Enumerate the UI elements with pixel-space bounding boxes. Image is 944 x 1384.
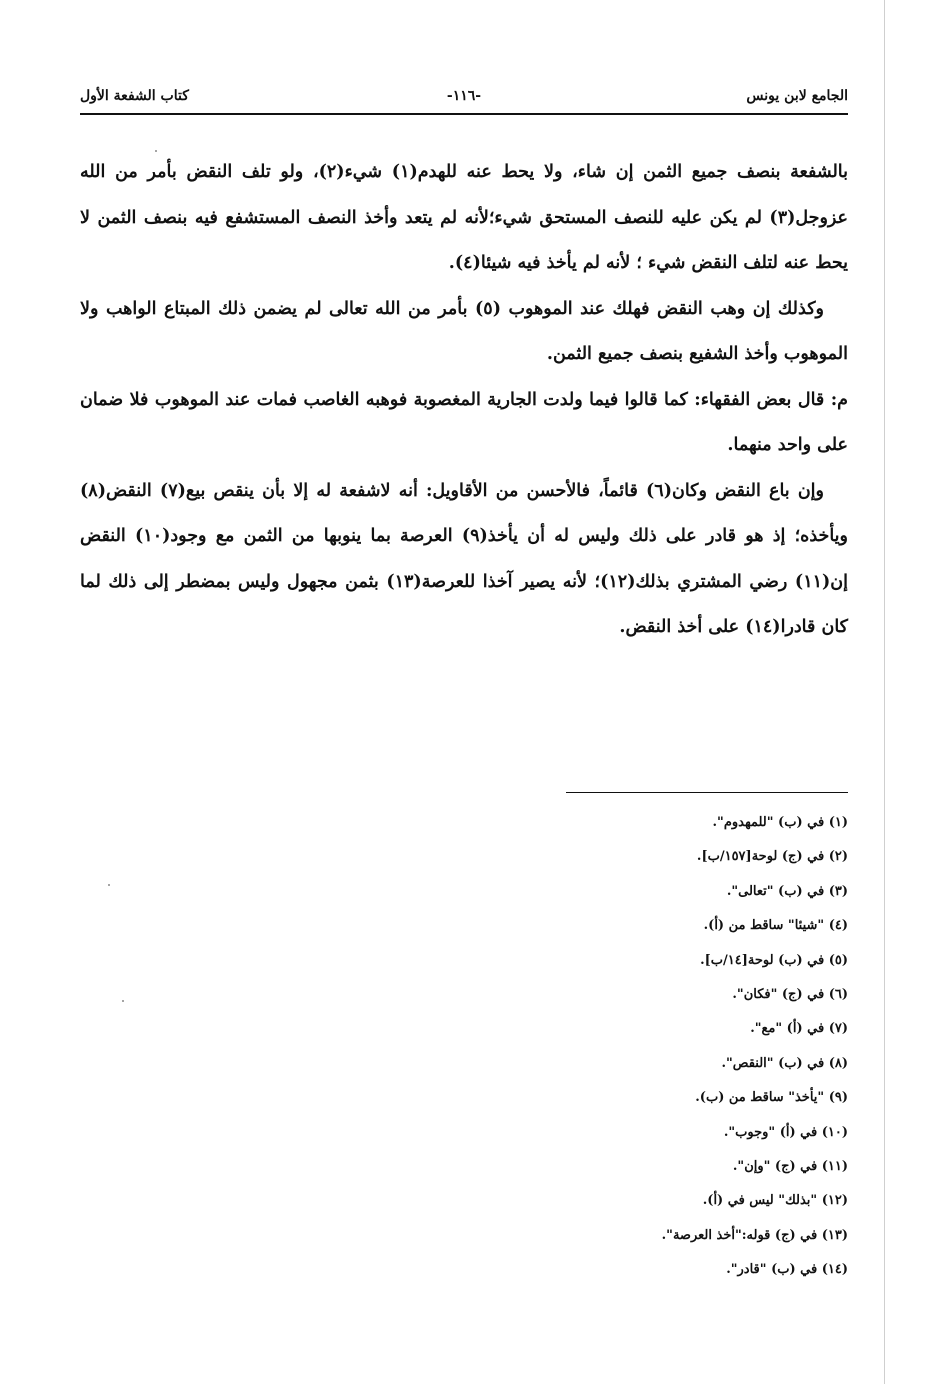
footnote: (١٢) "بذلك" ليس في (أ). bbox=[702, 1193, 848, 1209]
footnote: (٦) في (ج) "فكان". bbox=[732, 987, 848, 1003]
chapter-title: كتاب الشفعة الأول bbox=[80, 88, 189, 104]
footnote: (٧) في (أ) "مع". bbox=[750, 1021, 848, 1037]
page-number: -١١٦- bbox=[446, 88, 482, 104]
paragraph: وإن باع النقض وكان(٦) قائماً، فالأحسن من الأقاويل: أنه لاشفعة له إلا بأن ينقص بيع(٧) النقض(٨) ويأخذه؛ إذ هو قادر على ذلك وليس له أن يأخذ(٩) العرصة بما ينوبها من الثمن مع وجود(١٠) النقض إن(١١) رضي المشتري بذلك(١٢)؛ لأنه يصير آخذا للعرصة(١٣) بثمن مجهول وليس بمضطر إلى ذلك لما كان قادرا(١٤) على أخذ النقض. bbox=[80, 480, 848, 637]
running-header bbox=[80, 84, 848, 114]
paragraph: م: قال بعض الفقهاء: كما قالوا فيما ولدت الجارية المغصوبة فوهبه الغاصب فمات عند الموهوب فلا ضمان على واحد منهما. bbox=[80, 389, 848, 455]
footnote: (١١) في (ج) "وإن". bbox=[732, 1159, 848, 1175]
footnote: (٥) في (ب) لوحة[١٤/ب]. bbox=[700, 952, 848, 968]
paragraph: وكذلك إن وهب النقض فهلك عند الموهوب (٥) بأمر من الله تعالى لم يضمن ذلك المبتاع الواهب ولا الموهوب وأخذ الشفيع بنصف جميع الثمن. bbox=[80, 298, 848, 364]
footnote: (٣) في (ب) "تعالى". bbox=[726, 883, 848, 899]
footnotes-list bbox=[500, 806, 848, 1288]
footnote: (١٣) في (ج) قوله:"أخذ العرصة". bbox=[661, 1227, 848, 1243]
footnote: (٤) "شيئا" ساقط من (أ). bbox=[703, 918, 848, 934]
page-edge-line bbox=[884, 0, 885, 1384]
header-rule bbox=[80, 113, 848, 115]
footnote: (٢) في (ج) لوحة[١٥٧/ب]. bbox=[696, 849, 848, 865]
book-title: الجامع لابن يونس bbox=[746, 88, 848, 104]
scan-speck bbox=[155, 150, 157, 152]
footnote: (٨) في (ب) "النقص". bbox=[721, 1055, 848, 1071]
scan-speck bbox=[122, 1000, 124, 1002]
paragraph: بالشفعة بنصف جميع الثمن إن شاء، ولا يحط عنه للهدم(١) شيء(٢)، ولو تلف النقض بأمر من الله عزوجل(٣) لم يكن عليه للنصف المستحق شيء؛لأنه لم يتعد وأخذ النصف المستشفع فيه بنصف الثمن لا يحط عنه لتلف النقض شيء ؛ لأنه لم يأخذ فيه شيئا(٤). bbox=[80, 162, 849, 273]
footnote: (٩) "يأخذ" ساقط من (ب). bbox=[695, 1090, 848, 1106]
footnote: (١٠) في (أ) "وجوب". bbox=[723, 1124, 848, 1140]
footnote: (١) في (ب) "للمهدوم". bbox=[712, 815, 848, 830]
scan-speck bbox=[108, 884, 110, 886]
footnote-separator bbox=[566, 792, 848, 793]
footnote: (١٤) في (ب) "قادر". bbox=[726, 1262, 848, 1278]
main-text bbox=[80, 150, 848, 651]
